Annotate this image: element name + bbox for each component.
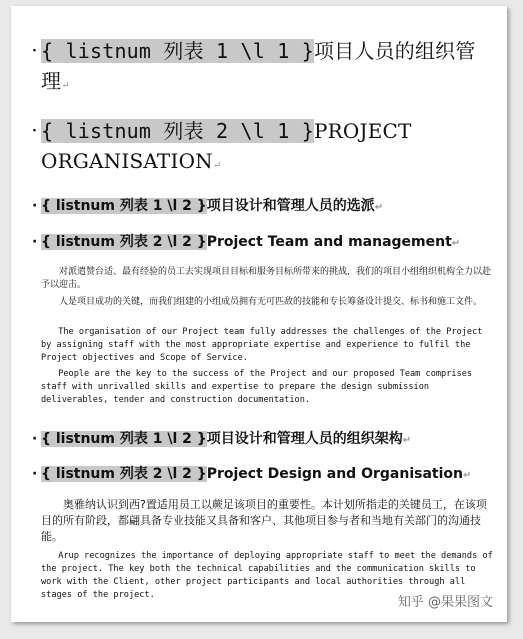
paragraph-cn-3: 奥雅纳认识到西?置适用员工以蕨足该项目的重要性。本计划所指走的关键员工，在该项目的所有阶段，都翩具备专业技能又具备和客户、其他项目参与者和当地有关部门的沟通技能。 bbox=[41, 498, 487, 543]
heading-2-cn-structure: · { listnum 列表 1 \l 2 }项目设计和管理人员的组织架构↵ bbox=[32, 431, 412, 447]
document-page bbox=[11, 6, 507, 622]
paragraph-en-1: The organisation of our Project team fully addresses the challenges of the Project by assigning staff with the most appropriate expertise and experience to fulfil the Project objectives and Scope of Service. bbox=[41, 327, 483, 363]
bullet-marker: · bbox=[32, 234, 38, 250]
heading-text: 项目人员的组织管理 bbox=[41, 39, 476, 93]
heading-1-cn: · { listnum 列表 1 \l 1 }项目人员的组织管理↵ bbox=[41, 36, 495, 101]
listnum-field: { listnum 列表 1 \l 2 } bbox=[41, 198, 207, 214]
heading-2-en-team: · { listnum 列表 2 \l 2 }Project Team and management↵ bbox=[32, 234, 461, 250]
heading-text: 项目设计和管理人员的选派 bbox=[206, 198, 375, 214]
paragraph-en-3: Arup recognizes the importance of deploying appropriate staff to meet the demands of the project. The key both the technical capabilities and the communication skills to work with the Client, other project participants and local authorities through all stages of the project. bbox=[41, 551, 493, 600]
heading-text: Project Design and Organisation bbox=[206, 466, 463, 482]
heading-1-en: · { listnum 列表 2 \l 1 }PROJECT ORGANISATION↵ bbox=[41, 116, 495, 181]
bullet-marker: · bbox=[32, 43, 38, 59]
heading-text: PROJECT ORGANISATION bbox=[41, 119, 412, 173]
heading-text: 项目设计和管理人员的组织架构 bbox=[206, 431, 403, 447]
listnum-field: { listnum 列表 2 \l 2 } bbox=[41, 466, 207, 482]
heading-2-en-design: · { listnum 列表 2 \l 2 }Project Design and Organisation↵ bbox=[32, 466, 472, 482]
bullet-marker: · bbox=[32, 431, 38, 447]
paragraph-en-2: People are the key to the success of the Project and our proposed Team comprises staff with unrivalled skills and expertise to prepare the design submission deliverables, tender and construction documentation. bbox=[41, 369, 473, 405]
bullet-marker: · bbox=[32, 123, 38, 139]
watermark: 知乎 @果果图文 bbox=[397, 595, 493, 610]
bullet-marker: · bbox=[32, 466, 38, 482]
paragraph-cn-2: 人是项目成功的关键，而我们组建的小组成员拥有无可匹敌的技能和专长筹备设计提交、标书和施工文件。 bbox=[59, 297, 483, 307]
listnum-field: { listnum 列表 2 \l 1 } bbox=[41, 119, 314, 143]
listnum-field: { listnum 列表 1 \l 1 } bbox=[41, 39, 314, 63]
bullet-marker: · bbox=[32, 198, 38, 214]
listnum-field: { listnum 列表 2 \l 2 } bbox=[41, 234, 207, 250]
paragraph-cn-1: 对派遣赞台适、最有经验的员工去实现项目目标和服务目标所带来的挑战，我们的项目小组组织机构全力以赴予以迎击。 bbox=[41, 267, 492, 290]
heading-text: Project Team and management bbox=[206, 234, 452, 250]
listnum-field: { listnum 列表 1 \l 2 } bbox=[41, 431, 207, 447]
heading-2-cn-selection: · { listnum 列表 1 \l 2 }项目设计和管理人员的选派↵ bbox=[32, 198, 384, 214]
